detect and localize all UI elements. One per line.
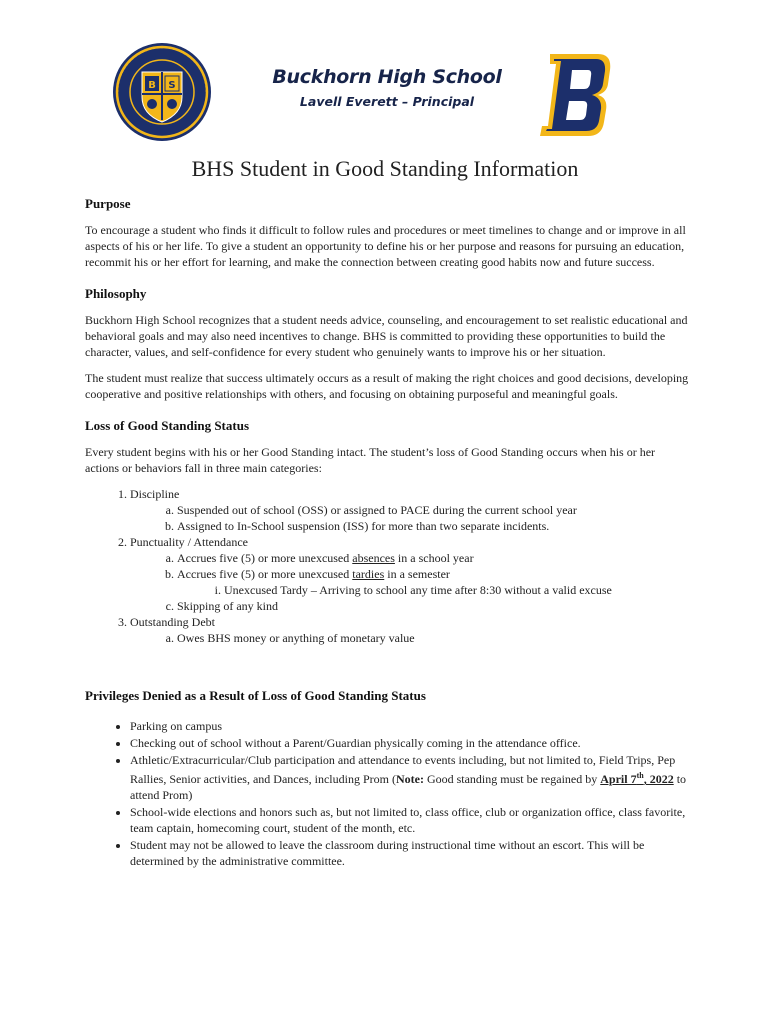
list-item: i. Unexcused Tardy – Arriving to school any time after 8:30 without a valid excuse: [224, 582, 690, 598]
letterhead: [0, 40, 770, 150]
document-body: [85, 196, 690, 870]
loss-intro: Every student begins with his or her Good Standing intact. The student’s loss of Good Standing occurs when his or her actions or behaviors fall in three main categories:: [85, 445, 656, 475]
privileges-list: [85, 718, 690, 869]
privileges-heading: Privileges Denied as a Result of Loss of Good Standing Status: [85, 688, 426, 703]
list-item: • Checking out of school without a Parent/Guardian physically coming in the attendance office.: [130, 735, 690, 751]
school-seal-icon: [112, 42, 212, 142]
principal-name: Lavell Everett – Principal: [299, 94, 475, 109]
loss-heading: Loss of Good Standing Status: [85, 418, 249, 433]
list-item: b. Accrues five (5) or more unexcused tardies in a semester i. Unexcused Tardy – Arriving to school any time after 8:30 without a valid excuse: [177, 566, 690, 598]
list-item: c. Skipping of any kind: [177, 598, 690, 614]
list-item: 1. Discipline a. Suspended out of school (OSS) or assigned to PACE during the current school year b. Assigned to In-School suspension (ISS) for more than two separate incidents.: [130, 486, 690, 534]
list-item: 2. Punctuality / Attendance a. Accrues five (5) or more unexcused absences in a school year b. Accrues five (5) or more unexcused tardies in a semester i. Unexcused Tardy – Arriving to school any time after 8:30 without a valid excuse c. Skipping of any kind: [130, 534, 690, 614]
list-item: • Student may not be allowed to leave the classroom during instructional time without an escort. This will be determined by the administrative committee.: [130, 837, 690, 869]
list-item: • Parking on campus: [130, 718, 690, 734]
purpose-text: To encourage a student who finds it difficult to follow rules and procedures or meet timelines to change and or improve in all aspects of his or her life. To give a student an opportunity to define his or her purpose and reasons for pursuing an education, recommit his or her effort for learning, and make the connection between creating good habits now and future success.: [85, 223, 686, 269]
purpose-heading: Purpose: [85, 196, 131, 211]
philosophy-paragraph-2: The student must realize that success ultimately occurs as a result of making the right choices and good decisions, developing cooperative and positive relationships with others, and focusing on obtaining purposeful and meaningful goals.: [85, 371, 689, 401]
philosophy-heading: Philosophy: [85, 286, 147, 301]
list-item: a. Suspended out of school (OSS) or assigned to PACE during the current school year: [177, 502, 690, 518]
list-item: a. Accrues five (5) or more unexcused absences in a school year: [177, 550, 690, 566]
document-title: BHS Student in Good Standing Information: [191, 156, 579, 181]
list-item: b. Assigned to In-School suspension (ISS) for more than two separate incidents.: [177, 518, 690, 534]
list-item: a. Owes BHS money or anything of monetary value: [177, 630, 690, 646]
school-b-logo-icon: [538, 52, 614, 138]
list-item: 3. Outstanding Debt a. Owes BHS money or anything of monetary value: [130, 614, 690, 646]
school-name: Buckhorn High School: [272, 66, 502, 88]
svg-text:B: B: [148, 80, 156, 91]
list-item: • School-wide elections and honors such as, but not limited to, class office, club or organization office, class favorite, team captain, homecoming court, student of the month, etc.: [130, 804, 690, 836]
loss-categories-list: [85, 486, 690, 646]
philosophy-paragraph-1: Buckhorn High School recognizes that a student needs advice, counseling, and encouragement to set realistic educational and behavioral goals and may also need incentives to change. BHS is committed to providing these opportunities to build the character, values, and self-confidence for every student who genuinely wants to improve his or her situation.: [85, 313, 688, 359]
svg-text:S: S: [168, 80, 176, 91]
list-item: • Athletic/Extracurricular/Club participation and attendance to events including, but not limited to, Field Trips, Pep Rallies, Senior activities, and Dances, including Prom (Note: Good standing must be regained by April 7th, 2022 to attend Prom): [130, 752, 690, 803]
